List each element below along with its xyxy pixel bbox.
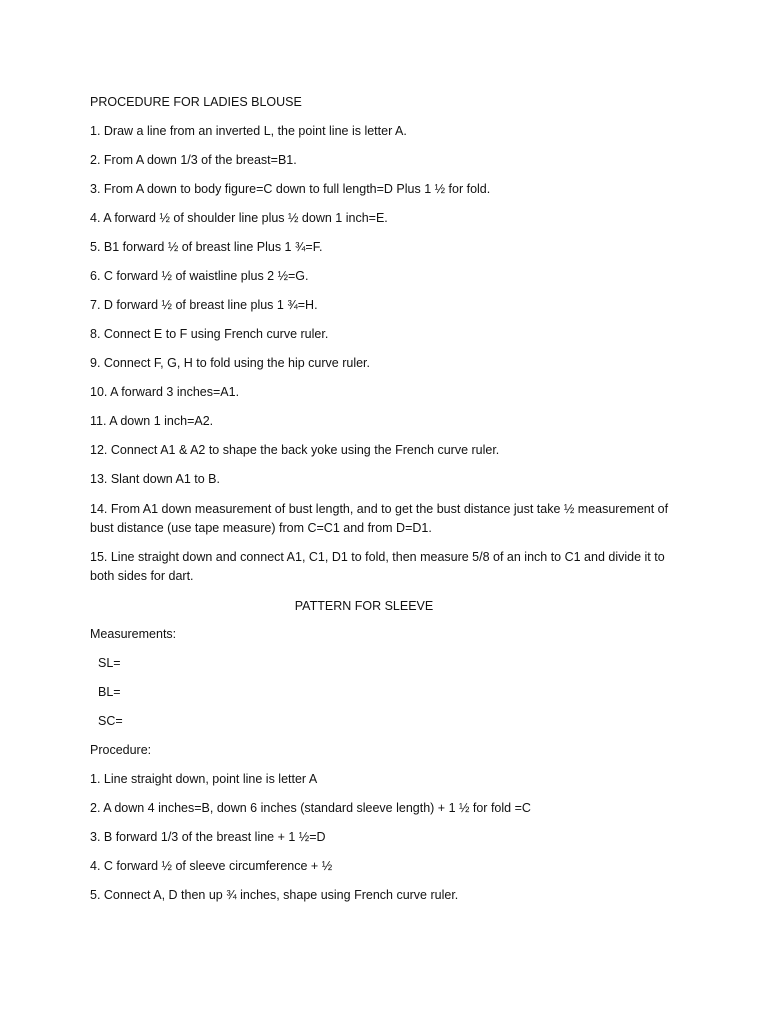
measurement-sc: SC= — [98, 714, 123, 728]
blouse-title: PROCEDURE FOR LADIES BLOUSE — [90, 95, 302, 109]
blouse-step-11: 11. A down 1 inch=A2. — [90, 414, 214, 428]
blouse-step-2: 2. From A down 1/3 of the breast=B1. — [90, 153, 297, 167]
blouse-step-8: 8. Connect E to F using French curve ruler. — [90, 327, 329, 341]
sleeve-step-1: 1. Line straight down, point line is letter A — [90, 772, 318, 786]
sleeve-title: PATTERN FOR SLEEVE — [294, 599, 434, 613]
blouse-step-4: 4. A forward ½ of shoulder line plus ½ down 1 inch=E. — [90, 211, 388, 225]
measurement-bl: BL= — [98, 685, 121, 699]
blouse-step-9: 9. Connect F, G, H to fold using the hip curve ruler. — [90, 356, 371, 370]
sleeve-step-2: 2. A down 4 inches=B, down 6 inches (standard sleeve length) + 1 ½ for fold =C — [90, 801, 531, 815]
blouse-step-15: 15. Line straight down and connect A1, C1, D1 to fold, then measure 5/8 of an inch to C1 and divide it to both sides for dart. — [90, 550, 665, 583]
blouse-step-1: 1. Draw a line from an inverted L, the point line is letter A. — [90, 124, 407, 138]
blouse-step-6: 6. C forward ½ of waistline plus 2 ½=G. — [90, 269, 309, 283]
blouse-step-13: 13. Slant down A1 to B. — [90, 472, 220, 486]
blouse-step-10: 10. A forward 3 inches=A1. — [90, 385, 240, 399]
blouse-step-3: 3. From A down to body figure=C down to full length=D Plus 1 ½ for fold. — [90, 182, 491, 196]
blouse-step-7: 7. D forward ½ of breast line plus 1 ¾=H. — [90, 298, 318, 312]
blouse-step-14: 14. From A1 down measurement of bust length, and to get the bust distance just take ½ measurement of bust distance (use tape measure) from C=C1 and from D=D1. — [90, 502, 669, 535]
blouse-step-12: 12. Connect A1 & A2 to shape the back yoke using the French curve ruler. — [90, 443, 500, 457]
measurement-sl: SL= — [98, 656, 121, 670]
procedure-label: Procedure: — [90, 743, 152, 757]
blouse-step-5: 5. B1 forward ½ of breast line Plus 1 ¾=F. — [90, 240, 323, 254]
measurements-label: Measurements: — [90, 627, 177, 641]
sleeve-step-3: 3. B forward 1/3 of the breast line + 1 ½=D — [90, 830, 326, 844]
sleeve-step-4: 4. C forward ½ of sleeve circumference + ½ — [90, 859, 333, 873]
sleeve-step-5: 5. Connect A, D then up ¾ inches, shape using French curve ruler. — [90, 888, 459, 902]
